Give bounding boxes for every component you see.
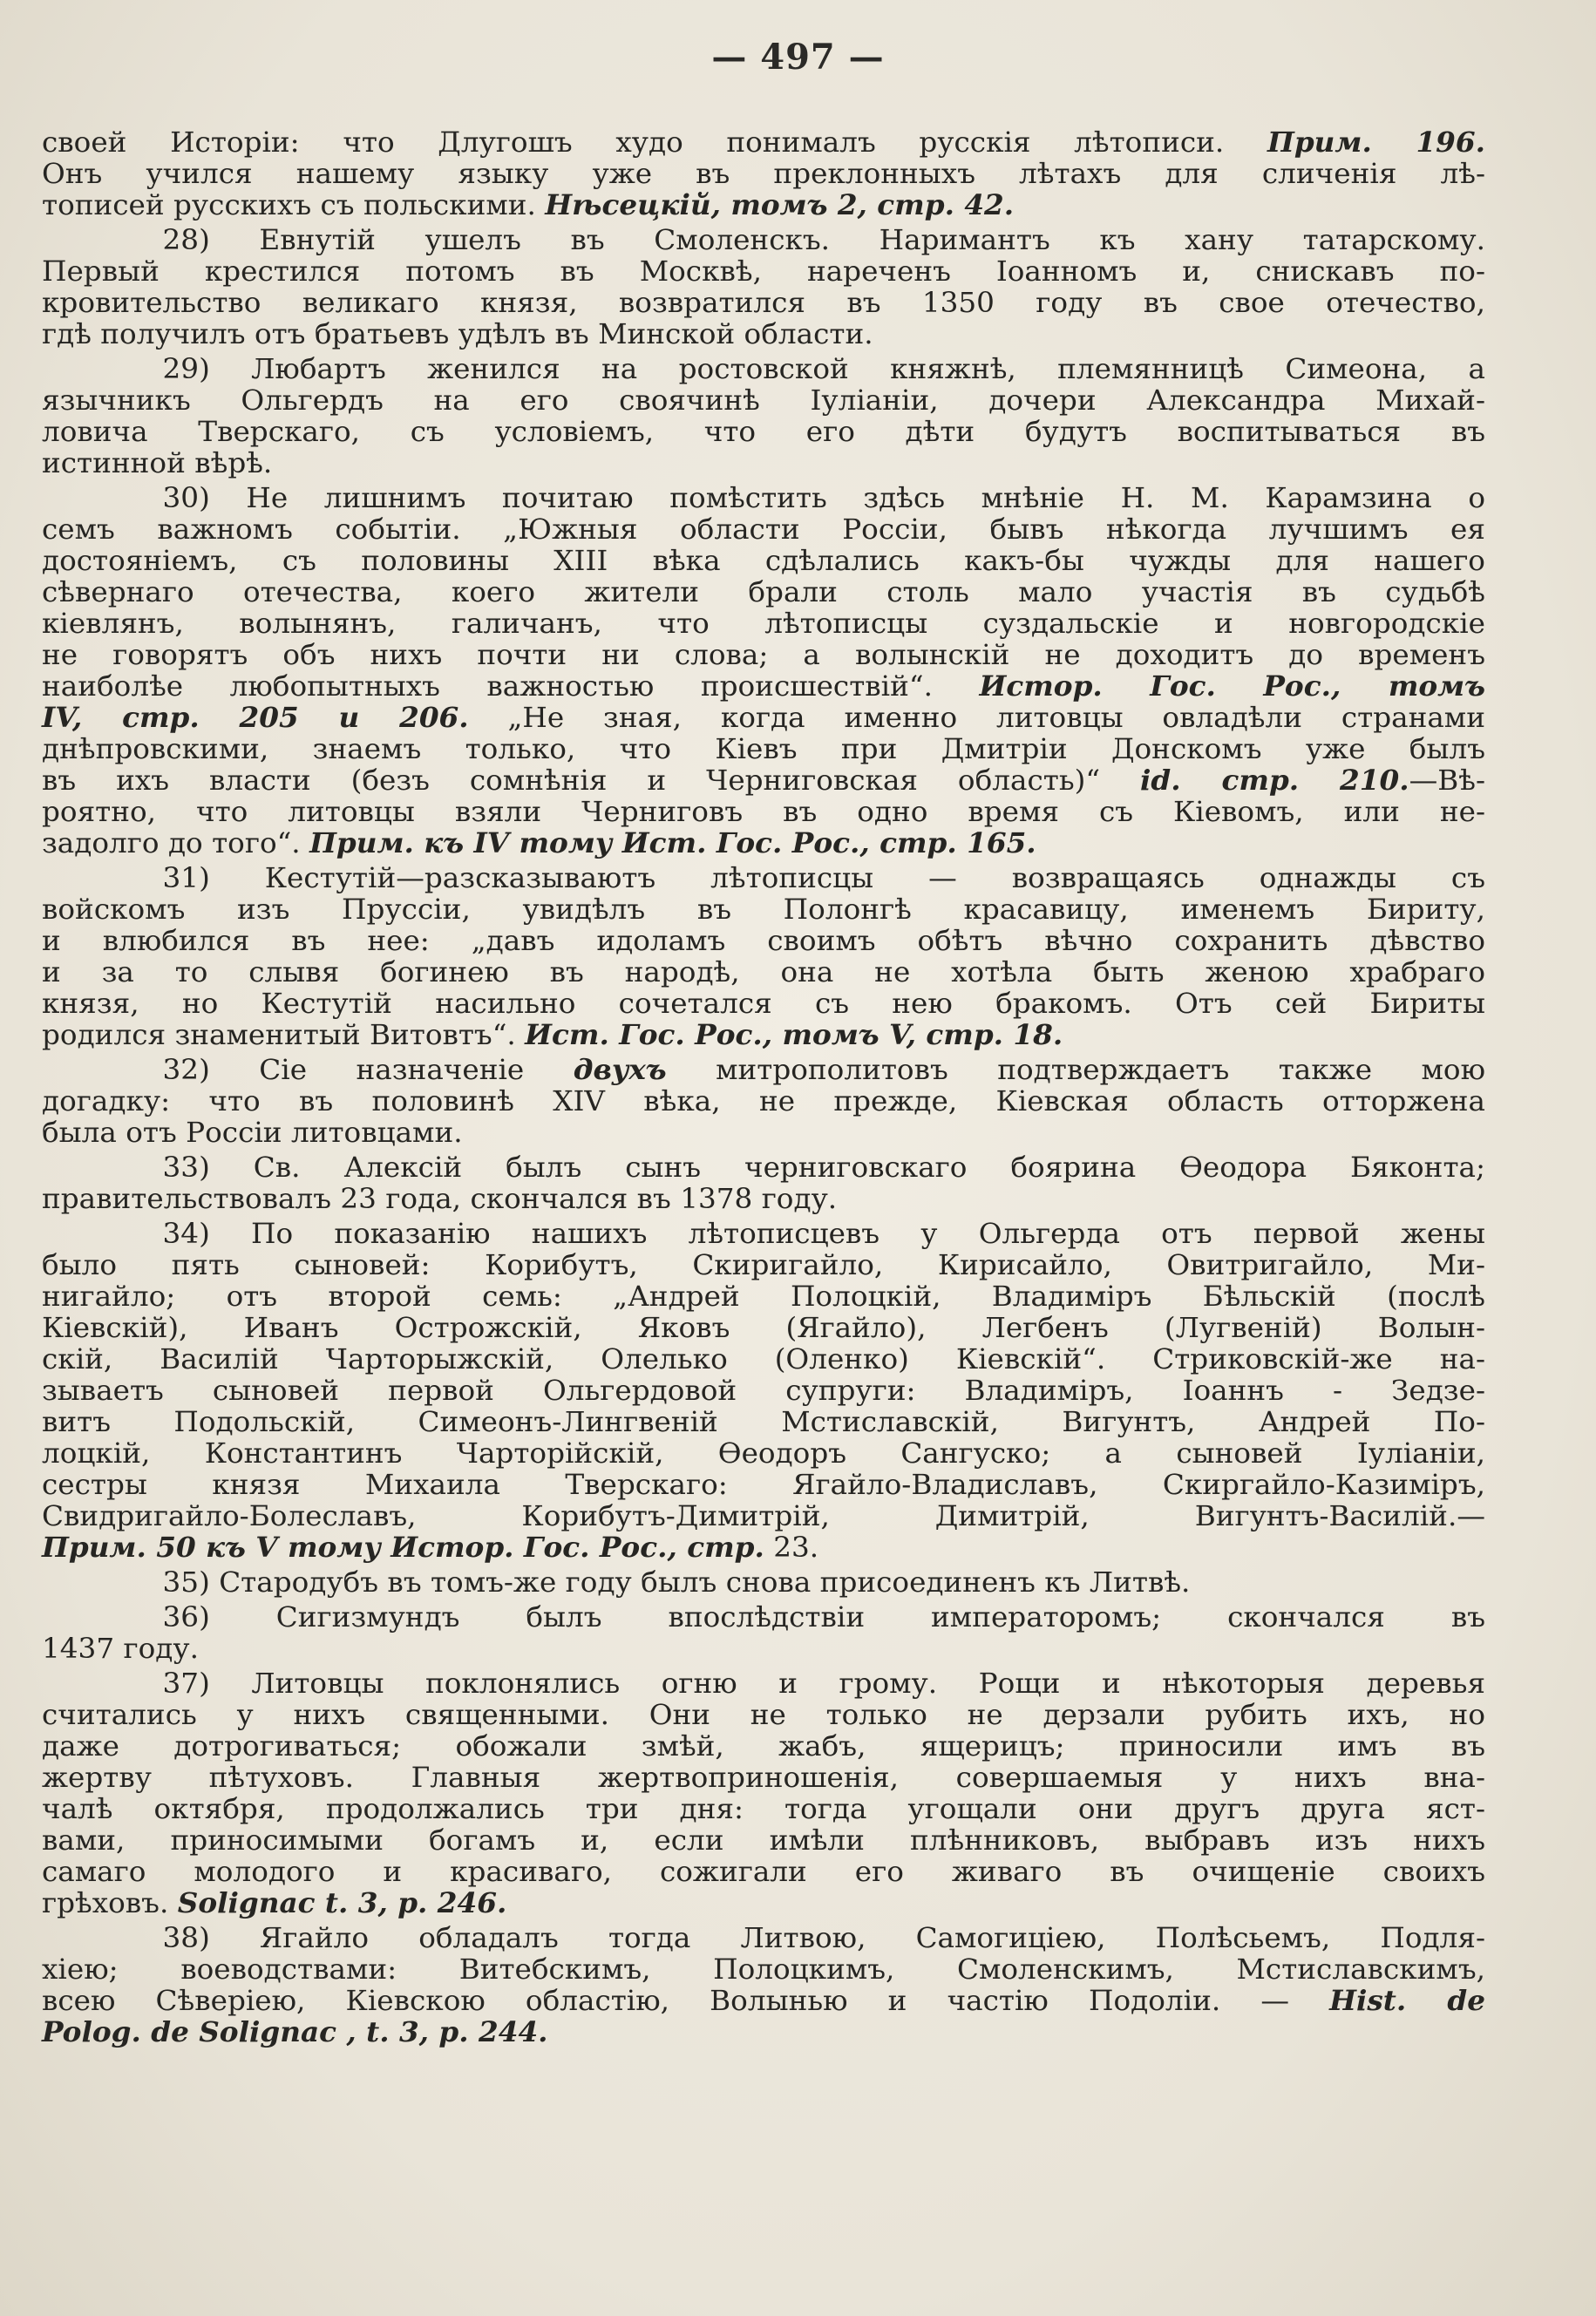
citation-text: Истор. Гос. Рос., томъ	[979, 670, 1485, 703]
citation-text: Нѣсецкій, томъ 2, стр. 42.	[545, 189, 1015, 221]
body-text: князя, но Кестутій насильно сочетался съ нею бракомъ. Отъ сей Бириты	[42, 988, 1485, 1020]
text-line	[42, 1633, 1485, 1665]
text-line	[42, 988, 1485, 1020]
body-text: 33) Св. Алексій былъ сынъ черниговскаго боярина Ѳеодора Бяконта;	[162, 1152, 1485, 1184]
body-text: 31) Кестутій—разсказываютъ лѣтописцы — возвращаясь однажды съ	[162, 863, 1485, 894]
footnote-28	[42, 225, 1485, 350]
text-line	[42, 1986, 1485, 2017]
citation-text: двухъ	[573, 1054, 667, 1086]
body-text: чалѣ октября, продолжались три дня: тогда угощали они другъ друга яст-	[42, 1794, 1485, 1825]
body-text: ловича Тверскаго, съ условіемъ, что его дѣти будутъ воспитываться въ	[42, 417, 1485, 448]
text-line	[42, 608, 1485, 640]
text-line	[42, 640, 1485, 671]
body-text: жертву пѣтуховъ. Главныя жертвоприношенія, совершаемыя у нихъ вна-	[42, 1762, 1485, 1794]
text-line	[42, 1250, 1485, 1281]
text-line	[42, 190, 1485, 221]
text-line	[42, 894, 1485, 926]
body-text: сестры князя Михаила Тверскаго: Ягайло-Владиславъ, Скиргайло-Казиміръ,	[42, 1470, 1485, 1501]
text-line	[42, 1152, 1485, 1184]
text-line	[42, 256, 1485, 288]
text-line	[42, 127, 1485, 159]
body-text: 36) Сигизмундъ былъ впослѣдствіи императоромъ; скончался въ	[162, 1602, 1485, 1633]
body-text: хіею; воеводствами: Витебскимъ, Полоцкимъ, Смоленскимъ, Мстиславскимъ,	[42, 1954, 1485, 1986]
body-text: правительствовалъ 23 года, скончался въ 1378 году.	[42, 1184, 838, 1215]
text-line	[42, 1470, 1485, 1501]
citation-text: Hist. de	[1329, 1985, 1485, 2017]
body-text: семъ важномъ событіи. „Южныя области Россіи, бывъ нѣкогда лучшимъ ея	[42, 514, 1485, 546]
footnote-continuation	[42, 127, 1485, 221]
text-line	[42, 1344, 1485, 1375]
body-text: достояніемъ, съ половины XIII вѣка сдѣлались какъ-бы чужды для нашего	[42, 546, 1485, 577]
body-text: —Вѣ-	[1409, 765, 1486, 797]
citation-text: IV, стр. 205 и 206.	[42, 702, 469, 734]
text-line	[42, 926, 1485, 957]
body-text: своей Исторіи: что Длугошъ худо понималъ русскія лѣтописи.	[42, 127, 1267, 159]
text-line	[42, 1184, 1485, 1215]
body-text: въ ихъ власти (безъ сомнѣнія и Черниговская область)“	[42, 765, 1140, 797]
text-line	[42, 1857, 1485, 1888]
body-text: Свидригайло-Болеславъ, Корибутъ-Димитрій, Димитрій, Вигунтъ-Василій.—	[42, 1501, 1485, 1532]
body-text: было пять сыновей: Корибутъ, Скиригайло, Кирисайло, Овитригайло, Ми-	[42, 1250, 1485, 1281]
text-line	[42, 1438, 1485, 1470]
text-line	[42, 1219, 1485, 1250]
text-line	[42, 734, 1485, 765]
body-text: и влюбился въ нее: „давъ идоламъ своимъ обѣтъ вѣчно сохранить дѣвство	[42, 926, 1485, 957]
footnote-36	[42, 1602, 1485, 1665]
body-text: и за то слывя богинею въ народѣ, она не хотѣла быть женою храбраго	[42, 957, 1485, 988]
text-line	[42, 1567, 1485, 1599]
footnote-32	[42, 1055, 1485, 1149]
text-line	[42, 1407, 1485, 1438]
text-line	[42, 319, 1485, 350]
text-line	[42, 1668, 1485, 1700]
body-text: митрополитовъ подтверждаетъ также мою	[666, 1055, 1486, 1086]
text-line	[42, 417, 1485, 448]
body-text: задолго до того“.	[42, 828, 310, 859]
text-line	[42, 577, 1485, 608]
text-line	[42, 1532, 1485, 1564]
body-text: Первый крестился потомъ въ Москвѣ, нареченъ Іоанномъ и, снискавъ по-	[42, 256, 1485, 288]
body-text: Онъ учился нашему языку уже въ преклонныхъ лѣтахъ для сличенія лѣ-	[42, 159, 1485, 190]
text-line	[42, 1281, 1485, 1313]
body-text: 30) Не лишнимъ почитаю помѣстить здѣсь мнѣніе Н. М. Карамзина о	[162, 483, 1485, 514]
text-line	[42, 1055, 1485, 1086]
body-text: Кіевскій), Иванъ Острожскій, Яковъ (Ягайло), Легбенъ (Лугвеній) Волын-	[42, 1313, 1485, 1344]
body-text: всею Сѣверіею, Кіевскою областію, Волынью и частію Подоліи. —	[42, 1986, 1330, 2017]
text-line	[42, 1923, 1485, 1954]
citation-text: Прим. 196.	[1267, 126, 1485, 159]
citation-text: Прим. къ IV тому Ист. Гос. Рос., стр. 165.	[309, 827, 1036, 859]
text-line	[42, 957, 1485, 988]
body-text: 29) Любартъ женился на ростовской княжнѣ, племянницѣ Симеона, а	[162, 354, 1485, 385]
body-text: сѣвернаго отечества, коего жители брали столь мало участія въ судьбѣ	[42, 577, 1485, 608]
body-text: зываетъ сыновей первой Ольгердовой супруги: Владиміръ, Іоаннъ - Зедзе-	[42, 1375, 1485, 1407]
body-text: 35) Стародубъ въ томъ-же году былъ снова присоединенъ къ Литвѣ.	[162, 1567, 1191, 1599]
footnote-29	[42, 354, 1485, 479]
text-line	[42, 1954, 1485, 1986]
body-text: роятно, что литовцы взяли Черниговъ въ одно время съ Кіевомъ, или не-	[42, 797, 1485, 828]
footnote-33	[42, 1152, 1485, 1215]
body-text: язычникъ Ольгердъ на его своячинѣ Іуліаніи, дочери Александра Михай-	[42, 385, 1485, 417]
body-text: кровительство великаго князя, возвратился въ 1350 году въ свое отечество,	[42, 288, 1485, 319]
body-text: родился знаменитый Витовтъ“.	[42, 1020, 526, 1051]
text-line	[42, 2017, 1485, 2048]
text-line	[42, 797, 1485, 828]
text-line	[42, 546, 1485, 577]
body-text: нигайло; отъ второй семь: „Андрей Полоцкій, Владиміръ Бѣльскій (послѣ	[42, 1281, 1485, 1313]
body-text: была отъ Россіи литовцами.	[42, 1117, 463, 1149]
text-line	[42, 1602, 1485, 1633]
text-line	[42, 1313, 1485, 1344]
citation-text: Прим. 50 къ V тому Истор. Гос. Рос., стр.	[42, 1532, 764, 1564]
text-line	[42, 448, 1485, 479]
footnote-31	[42, 863, 1485, 1051]
text-line	[42, 828, 1485, 859]
body-text: считались у нихъ священными. Они не только не дерзали рубить ихъ, но	[42, 1700, 1485, 1731]
text-line	[42, 288, 1485, 319]
body-text: наиболѣе любопытныхъ важностью происшествій“.	[42, 671, 980, 703]
body-text: войскомъ изъ Пруссіи, увидѣлъ въ Полонгѣ красавицу, именемъ Бириту,	[42, 894, 1485, 926]
body-text: 23.	[764, 1532, 819, 1564]
text-line	[42, 354, 1485, 385]
footnote-35	[42, 1567, 1485, 1599]
body-text: 37) Литовцы поклонялись огню и грому. Рощи и нѣкоторыя деревья	[162, 1668, 1485, 1700]
body-text: 1437 году.	[42, 1633, 199, 1665]
text-line	[42, 1501, 1485, 1532]
body-text: не говорятъ объ нихъ почти ни слова; а волынскій не доходитъ до временъ	[42, 640, 1485, 671]
page-number: — 497 —	[711, 37, 885, 78]
text-line	[42, 514, 1485, 546]
body-text: 34) По показанію нашихъ лѣтописцевъ у Ольгерда отъ первой жены	[162, 1219, 1485, 1250]
body-text: скій, Василій Чарторыжскій, Олелько (Оленко) Кіевскій“. Стриковскій-же на-	[42, 1344, 1485, 1375]
citation-text: Polog. de Solignac , t. 3, p. 244.	[42, 2016, 548, 2048]
text-line	[42, 1375, 1485, 1407]
footnote-38	[42, 1923, 1485, 2048]
text-line	[42, 1794, 1485, 1825]
body-text: кіевлянъ, волынянъ, галичанъ, что лѣтописцы суздальскіе и новгородскіе	[42, 608, 1485, 640]
citation-text: Ист. Гос. Рос., томъ V, стр. 18.	[525, 1019, 1063, 1051]
text-line	[42, 159, 1485, 190]
body-text: истинной вѣрѣ.	[42, 448, 273, 479]
text-line	[42, 1020, 1485, 1051]
body-text: грѣховъ.	[42, 1888, 178, 1919]
text-line	[42, 1700, 1485, 1731]
text-line	[42, 1731, 1485, 1762]
footnote-37	[42, 1668, 1485, 1919]
body-text: лоцкій, Константинъ Чарторійскій, Ѳеодоръ Сангуско; а сыновей Іуліаніи,	[42, 1438, 1485, 1470]
text-line	[42, 225, 1485, 256]
text-line	[42, 1825, 1485, 1857]
footnote-30	[42, 483, 1485, 859]
text-line	[42, 765, 1485, 797]
body-text: 38) Ягайло обладалъ тогда Литвою, Самогиціею, Полѣсьемъ, Подля-	[162, 1923, 1485, 1954]
footnote-34	[42, 1219, 1485, 1564]
text-line	[42, 1086, 1485, 1117]
body-text: „Не зная, когда именно литовцы овладѣли странами	[468, 703, 1485, 734]
text-line	[42, 671, 1485, 703]
body-text: 28) Евнутій ушелъ въ Смоленскъ. Наримантъ къ хану татарскому.	[162, 225, 1485, 256]
body-text: витъ Подольскій, Симеонъ-Лингвеній Мстиславскій, Вигунтъ, Андрей По-	[42, 1407, 1485, 1438]
text-line	[42, 483, 1485, 514]
body-text: даже дотрогиваться; обожали змѣй, жабъ, ящерицъ; приносили имъ въ	[42, 1731, 1485, 1762]
text-line	[42, 703, 1485, 734]
text-line	[42, 1888, 1485, 1919]
text-line	[42, 385, 1485, 417]
body-text: догадку: что въ половинѣ XIV вѣка, не прежде, Кіевская область отторжена	[42, 1086, 1485, 1117]
text-line	[42, 863, 1485, 894]
body-text: гдѣ получилъ отъ братьевъ удѣлъ въ Минской области.	[42, 319, 873, 350]
text-line	[42, 1117, 1485, 1149]
text-line	[42, 1762, 1485, 1794]
citation-text: Solignac t. 3, p. 246.	[177, 1887, 507, 1919]
body-text: днѣпровскими, знаемъ только, что Кіевъ при Дмитріи Донскомъ уже былъ	[42, 734, 1485, 765]
body-text: вами, приносимыми богамъ и, если имѣли плѣнниковъ, выбравъ изъ нихъ	[42, 1825, 1485, 1857]
body-text: самаго молодого и красиваго, сожигали его живаго въ очищеніе своихъ	[42, 1857, 1485, 1888]
citation-text: id. стр. 210.	[1139, 764, 1409, 797]
body-text: 32) Сіе назначеніе	[162, 1055, 574, 1086]
footnotes-body	[42, 127, 1485, 2048]
body-text: тописей русскихъ съ польскими.	[42, 190, 546, 221]
